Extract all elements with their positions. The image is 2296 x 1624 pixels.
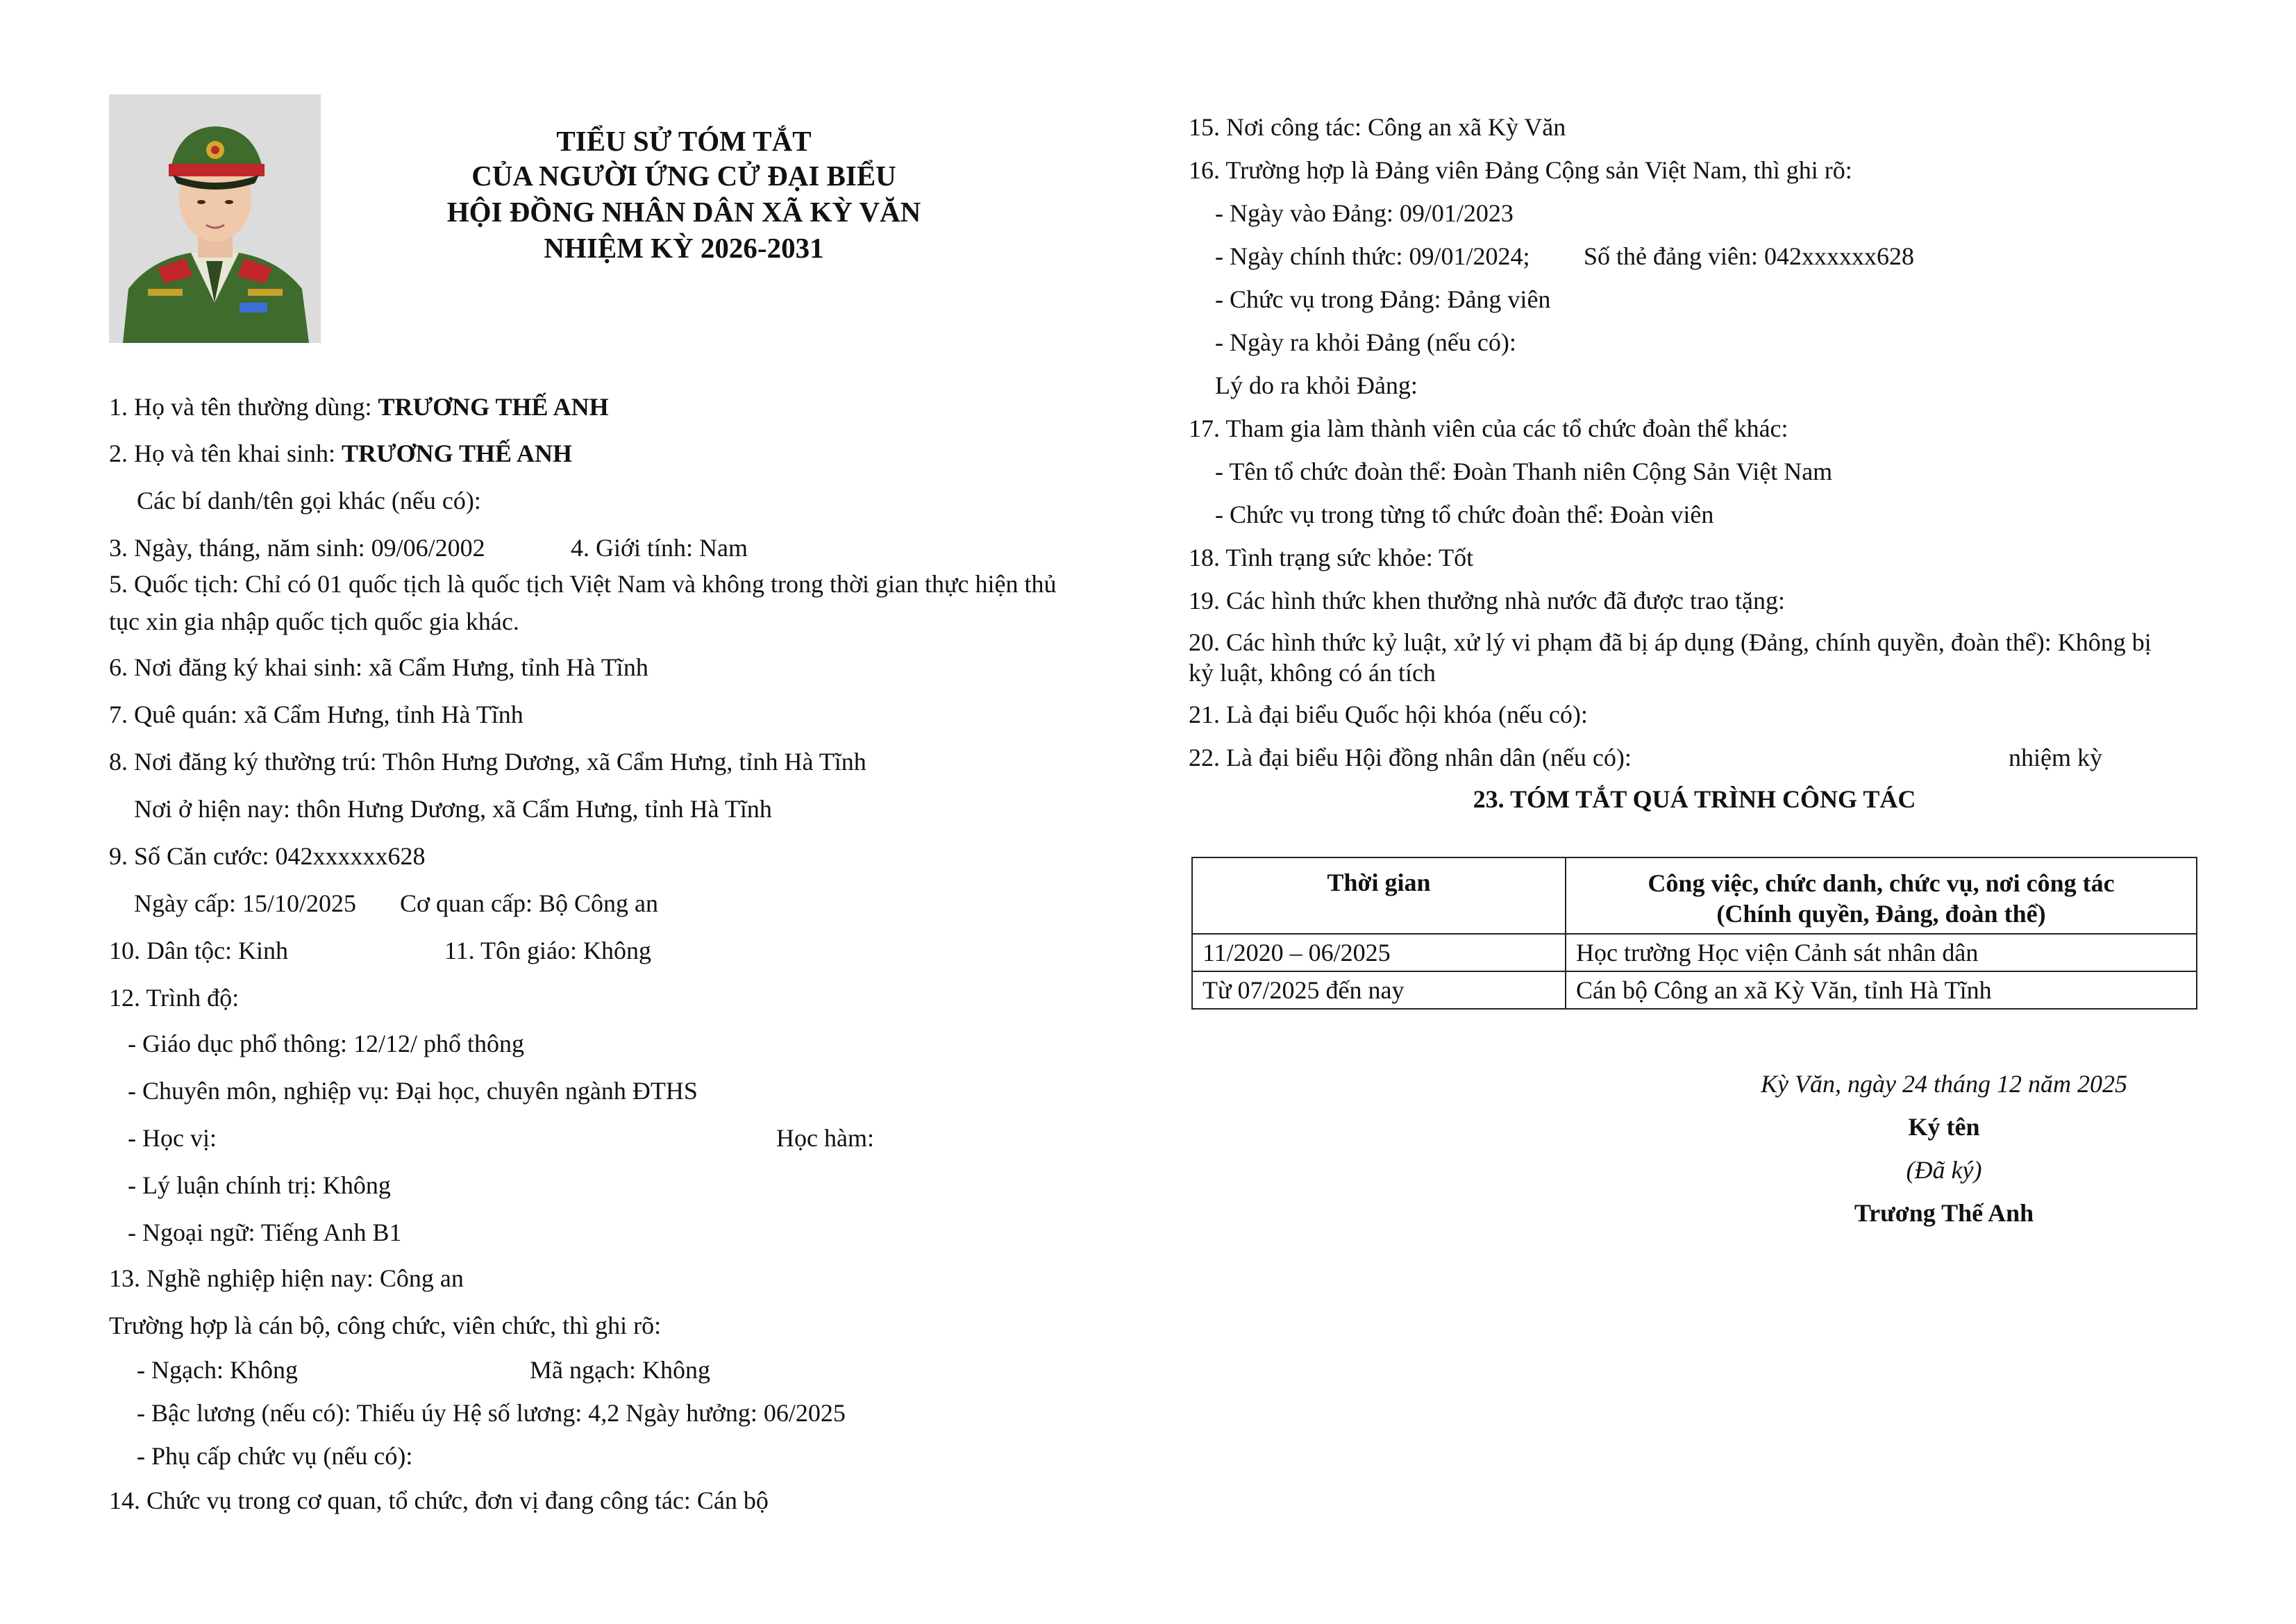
party-role-line: - Chức vụ trong Đảng: Đảng viên bbox=[1215, 285, 1551, 313]
work-history-heading: 23. TÓM TẮT QUÁ TRÌNH CÔNG TÁC bbox=[1473, 785, 1916, 813]
sign-label: Ký tên bbox=[1908, 1113, 1980, 1141]
hometown-line: 7. Quê quán: xã Cẩm Hưng, tỉnh Hà Tĩnh bbox=[109, 701, 523, 728]
signer-name: Trương Thế Anh bbox=[1854, 1199, 2034, 1227]
occupation-line: 13. Nghề nghiệp hiện nay: Công an bbox=[109, 1264, 464, 1292]
general-education-line: - Giáo dục phổ thông: 12/12/ phổ thông bbox=[128, 1030, 524, 1057]
portrait-image bbox=[109, 94, 321, 343]
title-line-4: NHIỆM KỲ 2026-2031 bbox=[544, 232, 824, 264]
national-assembly-line: 21. Là đại biểu Quốc hội khóa (nếu có): bbox=[1189, 701, 1588, 728]
candidate-photo bbox=[109, 94, 321, 343]
political-theory-line: - Lý luận chính trị: Không bbox=[128, 1171, 391, 1199]
issuer-line: Cơ quan cấp: Bộ Công an bbox=[400, 889, 658, 917]
academic-title-line: Học hàm: bbox=[776, 1124, 874, 1152]
row-time: Từ 07/2025 đến nay bbox=[1192, 971, 1566, 1009]
table-header-row bbox=[1192, 857, 2197, 934]
title-line-1: TIỂU SỬ TÓM TẮT bbox=[556, 125, 812, 157]
table-row bbox=[1192, 971, 2197, 1009]
common-name-label: 1. Họ và tên thường dùng: bbox=[109, 393, 378, 421]
party-leave-date-line: - Ngày ra khỏi Đảng (nếu có): bbox=[1215, 328, 1516, 356]
party-card-line: Số thẻ đảng viên: 042xxxxxx628 bbox=[1584, 242, 1914, 270]
specialty-line: - Chuyên môn, nghiệp vụ: Đại học, chuyên ngành ĐTHS bbox=[128, 1077, 698, 1105]
peoples-council-line: 22. Là đại biểu Hội đồng nhân dân (nếu có): bbox=[1189, 744, 1632, 771]
common-name-value: TRƯƠNG THẾ ANH bbox=[378, 393, 609, 421]
title-line-3: HỘI ĐỒNG NHÂN DÂN XÃ KỲ VĂN bbox=[446, 196, 921, 228]
religion-line: 11. Tôn giáo: Không bbox=[444, 937, 651, 964]
workplace-line: 15. Nơi công tác: Công an xã Kỳ Văn bbox=[1189, 113, 1566, 141]
work-history-table bbox=[1191, 857, 2197, 1010]
current-address-line: Nơi ở hiện nay: thôn Hưng Dương, xã Cẩm Hưng, tỉnh Hà Tĩnh bbox=[134, 795, 772, 823]
party-leave-reason-line: Lý do ra khỏi Đảng: bbox=[1215, 371, 1418, 399]
table-row bbox=[1192, 934, 2197, 971]
foreign-language-line: - Ngoại ngữ: Tiếng Anh B1 bbox=[128, 1219, 402, 1246]
row-time: 11/2020 – 06/2025 bbox=[1192, 934, 1566, 971]
title-line-2: CỦA NGƯỜI ỨNG CỬ ĐẠI BIỂU bbox=[471, 160, 896, 192]
alias-line: Các bí danh/tên gọi khác (nếu có): bbox=[137, 487, 481, 514]
position-line: 14. Chức vụ trong cơ quan, tổ chức, đơn vị đang công tác: Cán bộ bbox=[109, 1487, 769, 1514]
row-job: Học trường Học viện Cảnh sát nhân dân bbox=[1566, 934, 2197, 971]
salary-line: - Bậc lương (nếu có): Thiếu úy Hệ số lương: 4,2 Ngày hưởng: 06/2025 bbox=[137, 1399, 846, 1427]
discipline-line-2: kỷ luật, không có án tích bbox=[1189, 659, 1436, 687]
id-number-line: 9. Số Căn cước: 042xxxxxx628 bbox=[109, 842, 426, 870]
nationality-line-1: 5. Quốc tịch: Chỉ có 01 quốc tịch là quốc tịch Việt Nam và không trong thời gian thực hiện thủ bbox=[109, 570, 1057, 598]
education-line: 12. Trình độ: bbox=[109, 984, 240, 1012]
nationality-line-2: tục xin gia nhập quốc tịch quốc gia khác. bbox=[109, 608, 519, 635]
common-name-line bbox=[109, 391, 609, 423]
awards-line: 19. Các hình thức khen thưởng nhà nước đã được trao tặng: bbox=[1189, 587, 1785, 614]
allowance-line: - Phụ cấp chức vụ (nếu có): bbox=[137, 1442, 413, 1470]
signed-note: (Đã ký) bbox=[1906, 1156, 1982, 1184]
grade-line: - Ngạch: Không bbox=[137, 1356, 298, 1384]
gender-line: 4. Giới tính: Nam bbox=[571, 534, 748, 562]
civil-servant-line: Trường hợp là cán bộ, công chức, viên chức, thì ghi rõ: bbox=[109, 1312, 662, 1339]
health-line: 18. Tình trạng sức khỏe: Tốt bbox=[1189, 544, 1474, 571]
organization-role-line: - Chức vụ trong từng tổ chức đoàn thể: Đoàn viên bbox=[1215, 501, 1714, 528]
issue-date-line: Ngày cấp: 15/10/2025 bbox=[134, 889, 356, 917]
organizations-line: 17. Tham gia làm thành viên của các tổ chức đoàn thể khác: bbox=[1189, 415, 1788, 442]
party-official-date-line: - Ngày chính thức: 09/01/2024; bbox=[1215, 242, 1530, 270]
ethnicity-line: 10. Dân tộc: Kinh bbox=[109, 937, 288, 964]
column-header-job bbox=[1566, 857, 2197, 934]
degree-line: - Học vị: bbox=[128, 1124, 217, 1152]
term-label: nhiệm kỳ bbox=[2009, 744, 2102, 771]
column-header-time: Thời gian bbox=[1192, 857, 1566, 934]
birth-name-value: TRƯƠNG THẾ ANH bbox=[341, 440, 573, 467]
party-member-line: 16. Trường hợp là Đảng viên Đảng Cộng sản Việt Nam, thì ghi rõ: bbox=[1189, 156, 1852, 184]
discipline-line-1: 20. Các hình thức kỷ luật, xử lý vi phạm đã bị áp dụng (Đảng, chính quyền, đoàn thể): Không bị bbox=[1189, 628, 2152, 656]
residence-line: 8. Nơi đăng ký thường trú: Thôn Hưng Dương, xã Cẩm Hưng, tỉnh Hà Tĩnh bbox=[109, 748, 866, 776]
dob-line: 3. Ngày, tháng, năm sinh: 09/06/2002 bbox=[109, 534, 485, 562]
organization-name-line: - Tên tổ chức đoàn thể: Đoàn Thanh niên Cộng Sản Việt Nam bbox=[1215, 458, 1833, 485]
place-date-line: Kỳ Văn, ngày 24 tháng 12 năm 2025 bbox=[1761, 1070, 2127, 1098]
row-job: Cán bộ Công an xã Kỳ Văn, tỉnh Hà Tĩnh bbox=[1566, 971, 2197, 1009]
birth-name-label: 2. Họ và tên khai sinh: bbox=[109, 440, 342, 467]
column-header-job-line-2: (Chính quyền, Đảng, đoàn thể) bbox=[1716, 900, 2046, 928]
column-header-job-line-1: Công việc, chức danh, chức vụ, nơi công tác bbox=[1648, 869, 2115, 897]
party-join-date-line: - Ngày vào Đảng: 09/01/2023 bbox=[1215, 199, 1514, 227]
grade-code-line: Mã ngạch: Không bbox=[530, 1356, 710, 1384]
birth-registration-line: 6. Nơi đăng ký khai sinh: xã Cẩm Hưng, tỉnh Hà Tĩnh bbox=[109, 653, 648, 681]
birth-name-line bbox=[109, 437, 572, 469]
